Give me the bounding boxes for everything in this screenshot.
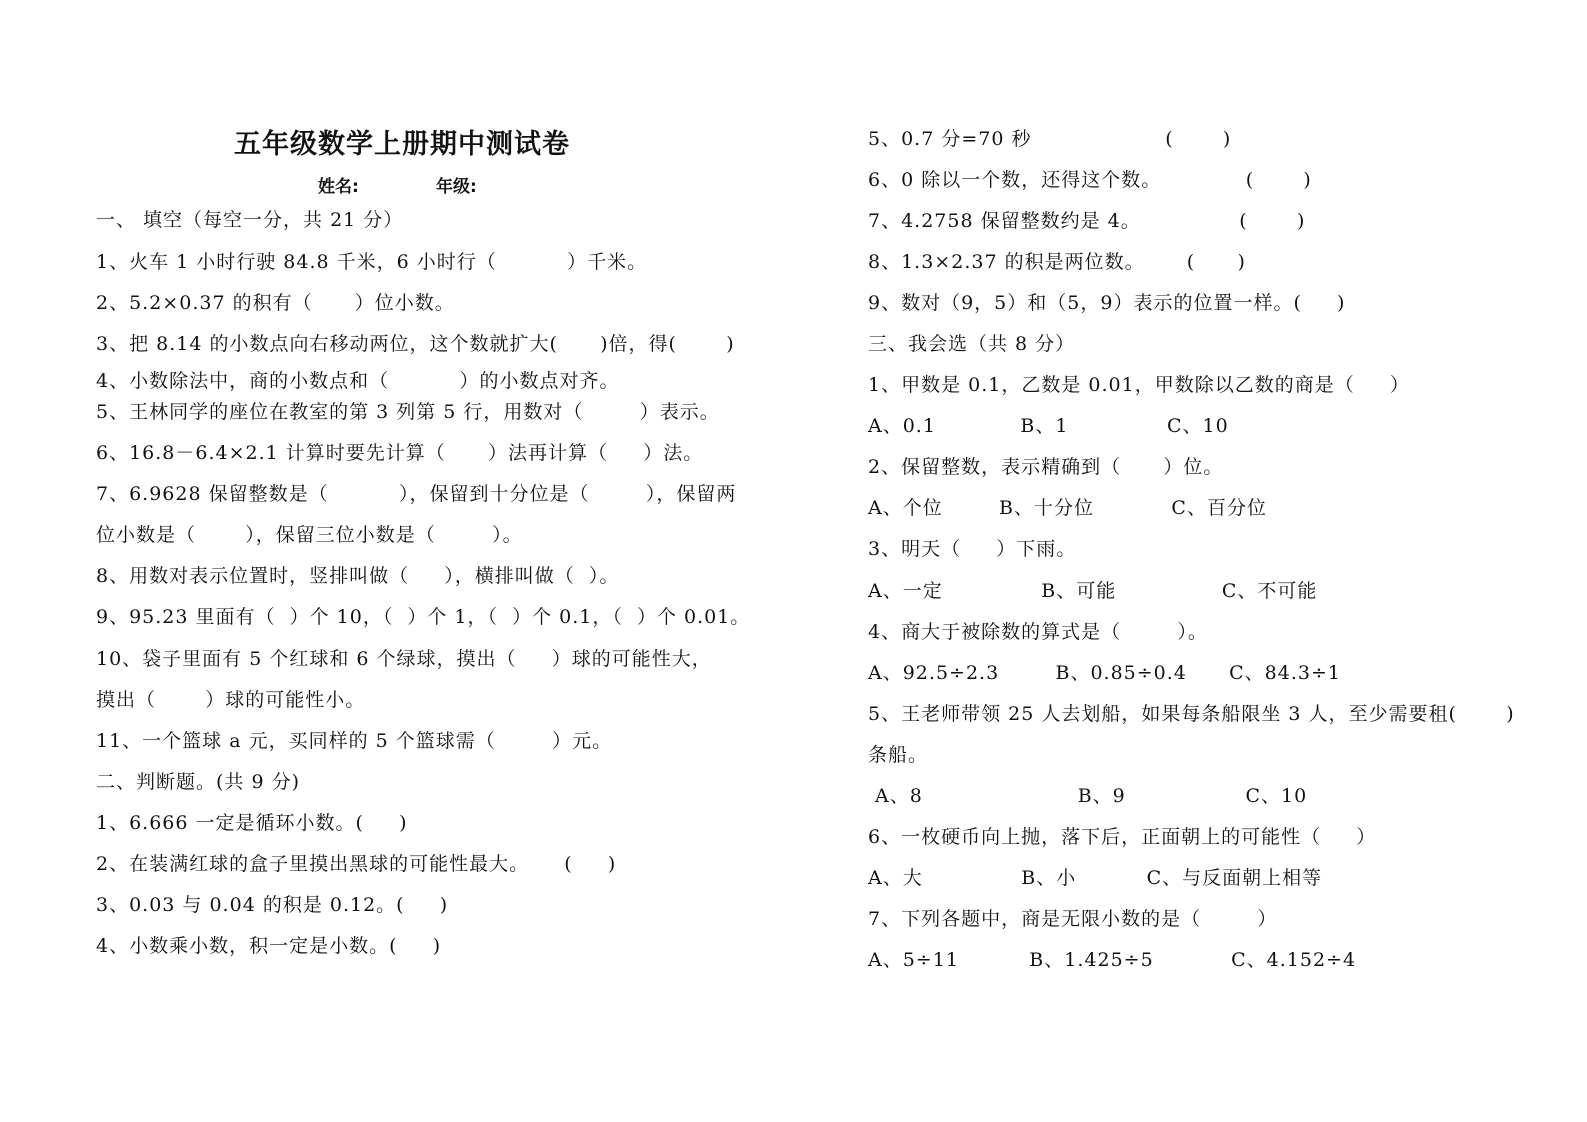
question-line: 7、6.9628 保留整数是（ ），保留到十分位是（ ），保留两	[96, 483, 737, 505]
question-line: 2、保留整数，表示精确到（ ）位。	[868, 456, 1224, 478]
question-line: 5、王老师带领 25 人去划船，如果每条船限坐 3 人，至少需要租( )	[868, 703, 1515, 725]
question-line: 4、小数乘小数，积一定是小数。( )	[96, 935, 442, 957]
question-line: 位小数是（ ），保留三位小数是（ ）。	[96, 524, 523, 546]
question-line: 3、把 8.14 的小数点向右移动两位，这个数就扩大( )倍，得( )	[96, 333, 735, 355]
name-label: 姓名:	[318, 177, 359, 197]
section-1-heading: 一、 填空（每空一分，共 21 分）	[96, 209, 404, 231]
question-line: 3、0.03 与 0.04 的积是 0.12。( )	[96, 894, 449, 916]
question-line: 1、甲数是 0.1，乙数是 0.01，甲数除以乙数的商是（ ）	[868, 374, 1410, 396]
answer-options: A、一定 B、可能 C、不可能	[868, 580, 1318, 602]
question-line: 7、下列各题中，商是无限小数的是（ ）	[868, 908, 1278, 930]
answer-options: A、92.5÷2.3 B、0.85÷0.4 C、84.3÷1	[868, 662, 1341, 684]
answer-options: A、8 B、9 C、10	[868, 785, 1308, 807]
question-line: 7、4.2758 保留整数约是 4。 ( )	[868, 210, 1306, 232]
answer-options: A、个位 B、十分位 C、百分位	[868, 497, 1267, 519]
question-line: 2、5.2×0.37 的积有（ ）位小数。	[96, 292, 455, 314]
question-line: 摸出（ ）球的可能性小。	[96, 689, 366, 711]
question-line: 条船。	[868, 744, 929, 766]
question-line: 3、明天（ ）下雨。	[868, 538, 1077, 560]
question-line: 5、0.7 分=70 秒 ( )	[868, 128, 1232, 150]
question-line: 8、1.3×2.37 的积是两位数。 ( )	[868, 251, 1246, 273]
answer-options: A、大 B、小 C、与反面朝上相等	[868, 867, 1323, 889]
question-line: 2、在装满红球的盒子里摸出黑球的可能性最大。 ( )	[96, 853, 617, 875]
question-line: 4、商大于被除数的算式是（ ）。	[868, 621, 1208, 643]
question-line: 4、小数除法中，商的小数点和（ ）的小数点对齐。	[96, 370, 620, 392]
question-line: 6、16.8－6.4×2.1 计算时要先计算（ ）法再计算（ ）法。	[96, 442, 704, 464]
question-line: 11、一个篮球 a 元，买同样的 5 个篮球需（ ）元。	[96, 730, 613, 752]
question-line: 6、一枚硬币向上抛，落下后，正面朝上的可能性（ ）	[868, 826, 1377, 848]
answer-options: A、0.1 B、1 C、10	[868, 415, 1229, 437]
section-3-heading: 三、我会选（共 8 分）	[868, 333, 1076, 355]
question-line: 1、火车 1 小时行驶 84.8 千米，6 小时行（ ）千米。	[96, 251, 648, 273]
section-2-heading: 二、判断题。(共 9 分)	[96, 771, 300, 793]
question-line: 6、0 除以一个数，还得这个数。 ( )	[868, 169, 1312, 191]
question-line: 1、6.666 一定是循环小数。( )	[96, 812, 408, 834]
question-line: 8、用数对表示位置时，竖排叫做（ ），横排叫做（ ）。	[96, 565, 620, 587]
page-title: 五年级数学上册期中测试卷	[234, 129, 570, 160]
question-line: 10、袋子里面有 5 个红球和 6 个绿球，摸出（ ）球的可能性大，	[96, 648, 712, 670]
grade-label: 年级:	[436, 177, 477, 197]
answer-options: A、5÷11 B、1.425÷5 C、4.152÷4	[868, 949, 1357, 971]
question-line: 9、95.23 里面有（ ）个 10，（ ）个 1，（ ）个 0.1，（ ）个 0.01。	[96, 606, 751, 628]
question-line: 9、数对（9，5）和（5，9）表示的位置一样。( )	[868, 292, 1346, 314]
question-line: 5、王林同学的座位在教室的第 3 列第 5 行，用数对（ ）表示。	[96, 401, 720, 423]
